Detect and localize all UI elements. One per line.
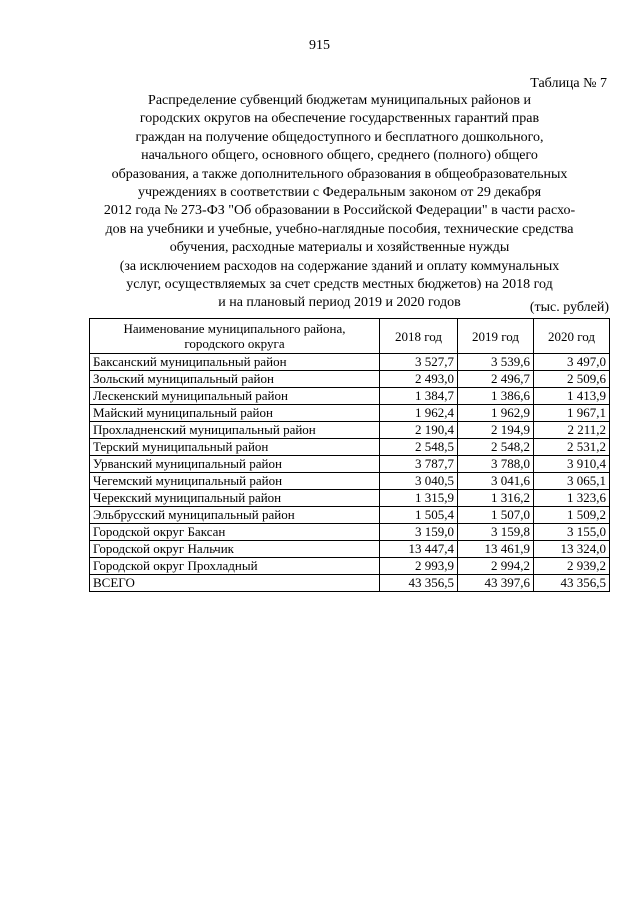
- table-row: [90, 490, 610, 507]
- amount-cell: 3 910,4: [534, 456, 610, 473]
- amount-cell: 13 447,4: [380, 541, 458, 558]
- amount-cell: 1 505,4: [380, 507, 458, 524]
- amount-cell: 43 356,5: [534, 575, 610, 592]
- title-line: начального общего, основного общего, среднего (полного) общего: [141, 148, 538, 164]
- table-row: [90, 456, 610, 473]
- amount-cell: 2 531,2: [534, 439, 610, 456]
- amount-cell: 3 065,1: [534, 473, 610, 490]
- table-row: [90, 405, 610, 422]
- title-line: граждан на получение общедоступного и бесплатного дошкольного,: [135, 129, 544, 145]
- amount-cell: 2 939,2: [534, 558, 610, 575]
- municipality-name-cell: Городской округ Баксан: [90, 524, 380, 541]
- subventions-table: [89, 318, 610, 592]
- amount-cell: 2 509,6: [534, 371, 610, 388]
- table-row: [90, 371, 610, 388]
- amount-cell: 3 041,6: [458, 473, 534, 490]
- municipality-name-cell: Прохладненский муниципальный район: [90, 422, 380, 439]
- table-row: [90, 473, 610, 490]
- total-row: [90, 575, 610, 592]
- amount-cell: 3 040,5: [380, 473, 458, 490]
- title-line: дов на учебники и учебные, учебно-наглядные пособия, технические средства: [105, 221, 574, 237]
- municipality-name-cell: Городской округ Нальчик: [90, 541, 380, 558]
- table-row: [90, 507, 610, 524]
- amount-cell: 2 993,9: [380, 558, 458, 575]
- title-line: (за исключением расходов на содержание зданий и оплату коммунальных: [119, 258, 560, 274]
- amount-cell: 3 159,8: [458, 524, 534, 541]
- header-2020: 2020 год: [534, 319, 610, 354]
- amount-cell: 1 323,6: [534, 490, 610, 507]
- amount-cell: 2 994,2: [458, 558, 534, 575]
- table-header-row: [90, 319, 610, 354]
- table-title: [60, 92, 619, 313]
- title-line: образования, а также дополнительного образования в общеобразовательных: [111, 166, 568, 182]
- amount-cell: 43 397,6: [458, 575, 534, 592]
- amount-cell: 2 190,4: [380, 422, 458, 439]
- table-row: [90, 388, 610, 405]
- amount-cell: 13 324,0: [534, 541, 610, 558]
- amount-cell: 3 155,0: [534, 524, 610, 541]
- table-row: [90, 439, 610, 456]
- amount-cell: 2 493,0: [380, 371, 458, 388]
- amount-cell: 1 316,2: [458, 490, 534, 507]
- amount-cell: 1 962,9: [458, 405, 534, 422]
- amount-cell: 1 509,2: [534, 507, 610, 524]
- title-line: городских округов на обеспечение государственных гарантий прав: [139, 111, 540, 127]
- amount-cell: 3 159,0: [380, 524, 458, 541]
- municipality-name-cell: Баксанский муниципальный район: [90, 354, 380, 371]
- municipality-name-cell: Терский муниципальный район: [90, 439, 380, 456]
- municipality-name-cell: Городской округ Прохладный: [90, 558, 380, 575]
- amount-cell: 1 507,0: [458, 507, 534, 524]
- amount-cell: 2 211,2: [534, 422, 610, 439]
- amount-cell: 2 496,7: [458, 371, 534, 388]
- amount-cell: 1 384,7: [380, 388, 458, 405]
- municipality-name-cell: Черекский муниципальный район: [90, 490, 380, 507]
- amount-cell: 1 962,4: [380, 405, 458, 422]
- table-row: [90, 558, 610, 575]
- table-row: [90, 524, 610, 541]
- amount-cell: 43 356,5: [380, 575, 458, 592]
- header-municipality: Наименование муниципального района, городского округа: [90, 319, 380, 354]
- amount-cell: 1 967,1: [534, 405, 610, 422]
- units-label: (тыс. рублей): [529, 300, 609, 315]
- amount-cell: 13 461,9: [458, 541, 534, 558]
- title-line: обучения, расходные материалы и хозяйственные нужды: [169, 240, 510, 256]
- title-line: учреждениях в соответствии с Федеральным законом от 29 декабря: [137, 185, 542, 201]
- table-body: [90, 354, 610, 592]
- amount-cell: 2 194,9: [458, 422, 534, 439]
- municipality-name-cell: Урванский муниципальный район: [90, 456, 380, 473]
- municipality-name-cell: Лескенский муниципальный район: [90, 388, 380, 405]
- municipality-name-cell: Майский муниципальный район: [90, 405, 380, 422]
- header-2019: 2019 год: [458, 319, 534, 354]
- amount-cell: 1 413,9: [534, 388, 610, 405]
- amount-cell: 3 497,0: [534, 354, 610, 371]
- municipality-name-cell: ВСЕГО: [90, 575, 380, 592]
- municipality-name-cell: Чегемский муниципальный район: [90, 473, 380, 490]
- title-line: 2012 года № 273-ФЗ "Об образовании в Российской Федерации" в части расхо-: [103, 203, 576, 219]
- amount-cell: 2 548,5: [380, 439, 458, 456]
- amount-cell: 1 315,9: [380, 490, 458, 507]
- amount-cell: 2 548,2: [458, 439, 534, 456]
- amount-cell: 1 386,6: [458, 388, 534, 405]
- table-label: Таблица № 7: [530, 76, 607, 91]
- table-row: [90, 422, 610, 439]
- title-line: и на плановый период 2019 и 2020 годов: [218, 295, 461, 311]
- amount-cell: 3 539,6: [458, 354, 534, 371]
- table-row: [90, 541, 610, 558]
- amount-cell: 3 527,7: [380, 354, 458, 371]
- page-number: 915: [309, 38, 330, 53]
- amount-cell: 3 787,7: [380, 456, 458, 473]
- amount-cell: 3 788,0: [458, 456, 534, 473]
- municipality-name-cell: Зольский муниципальный район: [90, 371, 380, 388]
- header-2018: 2018 год: [380, 319, 458, 354]
- title-line: Распределение субвенций бюджетам муниципальных районов и: [148, 93, 531, 108]
- municipality-name-cell: Эльбрусский муниципальный район: [90, 507, 380, 524]
- title-line: услуг, осуществляемых за счет средств местных бюджетов) на 2018 год: [126, 277, 553, 293]
- table-row: [90, 354, 610, 371]
